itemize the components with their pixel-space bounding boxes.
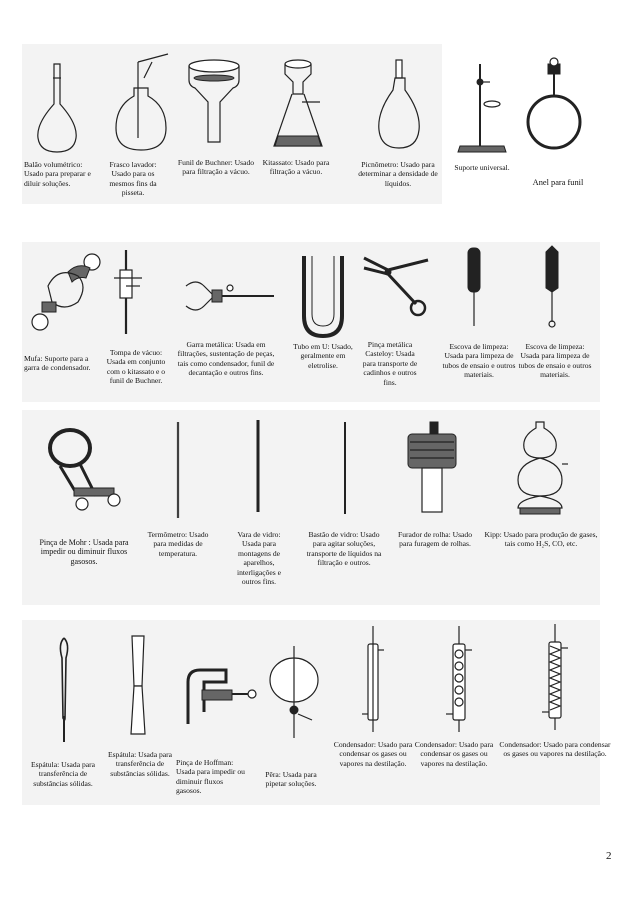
condensador-1-illustration — [360, 624, 386, 734]
hoffman-caption: Pinça de Hoffman: Usada para impedir ou diminuir fluxos gasosos. — [176, 758, 245, 796]
funil-buchner-illustration — [186, 56, 242, 151]
furador-caption: Furador de rolha: Usado para furagem de rolhas. — [397, 530, 473, 549]
frasco-lavador-illustration — [112, 58, 170, 158]
condensador-2-illustration — [444, 624, 474, 734]
condensador-3-illustration — [540, 622, 570, 732]
frasco-caption: Frasco lavador: Usado para os mesmos fins da pisseta. — [109, 160, 157, 198]
bastao-illustration — [340, 420, 350, 516]
termometro-illustration — [172, 420, 184, 520]
espatula-1-caption: Espátula: Usada para transferência de substâncias sólidas. — [30, 760, 96, 788]
bastao-caption: Bastão de vidro: Usado para agitar soluções, transporte de líquidos na filtração e outros. — [306, 530, 382, 568]
condensador-3-caption: Condensador: Usado para condensar os gases ou vapores na destilação. — [499, 740, 611, 759]
garra-caption: Garra metálica: Usada em filtrações, sustentação de peças, tais como condensador, funil de decantação e outros fins. — [177, 340, 275, 378]
pinca-castelloy-illustration — [362, 252, 432, 318]
suporte-universal-illustration — [454, 62, 510, 154]
anel-para-funil-illustration — [524, 58, 590, 158]
picnometro-illustration — [378, 58, 422, 153]
escova-1-illustration — [462, 246, 486, 330]
balao-volumetrico-illustration — [32, 62, 82, 157]
pera-illustration — [264, 644, 324, 740]
balao-caption: Balão volumétrico: Usado para preparar e diluir soluções. — [24, 160, 91, 188]
escova-2-caption: Escova de limpeza: Usada para limpeza de tubos de ensaio e outros materiais. — [518, 342, 592, 380]
buchner-caption: Funil de Buchner: Usado para filtração a vácuo. — [177, 158, 255, 177]
torneira-illustration — [110, 248, 146, 338]
condensador-1-caption: Condensador: Usado para condensar os gases ou vapores na destilação. — [333, 740, 413, 768]
condensador-2-caption: Condensador: Usado para condensar os gases ou vapores na destilação. — [414, 740, 494, 768]
picnometro-caption: Picnômetro: Usado para determinar a densidade de líquidos. — [358, 160, 438, 188]
tubo-u-caption: Tubo em U: Usado, geralmente em eletrolise. — [293, 342, 353, 370]
pera-caption: Pêra: Usada para pipetar soluções. — [265, 770, 317, 789]
pinca-mohr-illustration — [40, 424, 130, 514]
kipp-illustration — [510, 420, 570, 516]
vara-caption: Vara de vidro: Usada para montagens de aparelhos, interligações e outros fins. — [236, 530, 282, 587]
termometro-caption: Termômetro: Usado para medidas de temperatura. — [147, 530, 209, 558]
page-number: 2 — [606, 850, 612, 862]
espatula-2-illustration — [126, 634, 150, 738]
furador-illustration — [404, 420, 460, 516]
hoffman-illustration — [182, 666, 256, 726]
vara-illustration — [252, 418, 264, 514]
anel-caption: Anel para funil — [532, 178, 584, 187]
kipp-caption: Kipp: Usado para produção de gases, tais como H₂S, CO, etc. — [484, 530, 598, 549]
mufa-caption: Mufa: Suporte para a garra de condensador. — [24, 354, 91, 373]
espatula-2-caption: Espátula: Usada para transferência de substâncias sólidas. — [107, 750, 173, 778]
mohr-caption: Pinça de Mohr : Usada para impedir ou diminuir fluxos gasosos. — [39, 538, 129, 566]
kitassato-caption: Kitassato: Usado para filtração a vácuo. — [262, 158, 330, 177]
escova-2-illustration — [540, 244, 564, 330]
tubo-em-u-illustration — [298, 254, 348, 340]
escova-1-caption: Escova de limpeza: Usada para limpeza de tubos de ensaio e outros materiais. — [442, 342, 516, 380]
kitassato-illustration — [268, 56, 328, 156]
pinca-castelloy-caption: Pinça metálica Casteloy: Usada para transporte de cadinhos e outros fins. — [362, 340, 418, 387]
espatula-1-illustration — [56, 636, 72, 746]
torneira-caption: Tompa de vácuo: Usada em conjunto com o kitassato e o funil de Buchner. — [106, 348, 166, 386]
garra-metalica-illustration — [184, 276, 276, 312]
suporte-caption: Suporte universal. — [454, 163, 510, 172]
mufa-illustration — [28, 250, 108, 338]
